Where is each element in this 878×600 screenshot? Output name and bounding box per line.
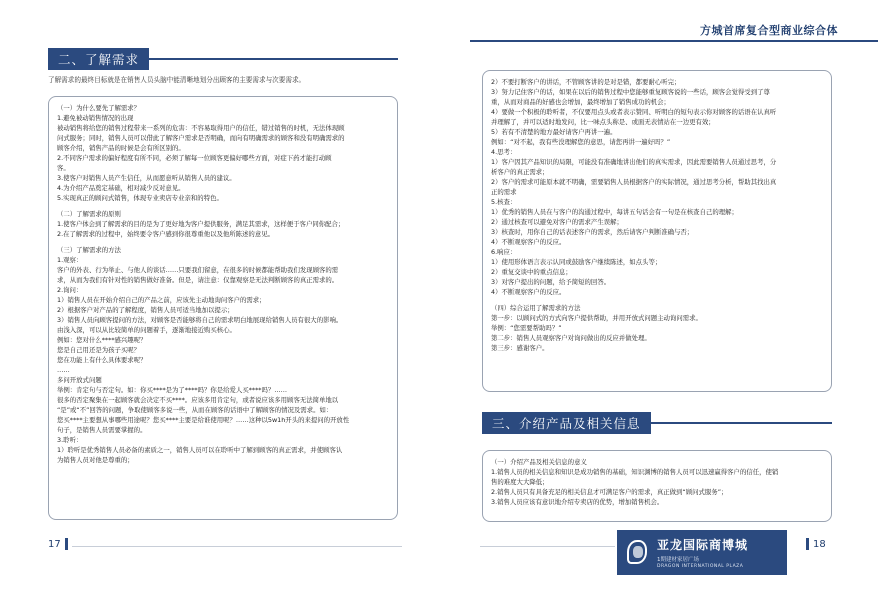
text-line: 被动销售将给您的销售过程带来一系列的危害：不容易取得用户的信任，错过销售的时机，无法体现顾 [57, 124, 345, 132]
top-rule [0, 0, 878, 6]
text-line: （一）为什么要先了解需求？ [57, 104, 141, 112]
text-line: 5.核查： [491, 198, 517, 206]
text-line: 客。 [57, 164, 70, 172]
text-line: 1）优秀的销售人员在与客户的沟通过程中，每讲五句话会有一句是在核查自己的理解； [491, 208, 738, 216]
text-line: 为销售人员对他是尊重的； [57, 456, 134, 464]
text-line: 很多的否定聚集在一起顾客就会决定不买****。应该多用肯定句，或者说应该多用顾客无法简单地以 [57, 396, 339, 404]
text-line: 您买****主要想从事哪些用途呢？您买****主要是给谁使用呢？……这种以5w1h开头的来提问的开放性 [57, 416, 350, 424]
product-content-box [482, 450, 832, 522]
text-line: 举例：肯定句与否定句。如：你买****是为了****吗？你是给爱人买****吗？…… [57, 386, 288, 394]
footer-rule-right [480, 546, 615, 547]
text-line: 4.思考： [491, 148, 517, 156]
text-line: 5.实现真正的顾问式销售，体现专业卖店专业亲和的特色。 [57, 194, 223, 202]
text-line: 正的需求 [491, 188, 517, 196]
text-line: 2.不同客户需求的偏好程度有所不同，必须了解每一位顾客更偏好哪些方面，对症下药才能打动顾 [57, 154, 332, 162]
page-number-right [806, 538, 826, 550]
text-line: 举例：“您需要帮助吗？” [491, 324, 562, 332]
text-line: “是”或“不”回答的问题，争取使顾客多说一些，从而在顾客的话语中了解顾客的情况及需求。如： [57, 406, 333, 414]
text-line: 2.在了解需求的过程中，始终要令客户感到你很尊重他以及他所陈述的意见。 [57, 230, 274, 238]
text-line: 1）客户因其产品知识的局限，可能没有准确地讲出他们的真实需求，因此需要销售人员通过思考，分 [491, 158, 777, 166]
text-line: （二）了解需求的原则 [57, 210, 121, 218]
section-rule [651, 422, 832, 424]
needs-content-box-left [48, 96, 398, 520]
section-title: 二、了解需求 [48, 48, 149, 70]
text-line: 2.询问： [57, 286, 83, 294]
section-title: 三、介绍产品及相关信息 [482, 412, 651, 434]
text-line: 求，从而为我们有针对性的销售做好准备。但是，请注意：仅靠观察是无法判断顾客的真正需求的。 [57, 276, 339, 284]
page-number-left [48, 538, 68, 550]
text-line: 3）核查时，用你自己的话表述客户的需求，然后请客户判断准确与否； [491, 228, 694, 236]
text-line: 1.销售人员的相关信息和知识是成功销售的基础，知识渊博的销售人员可以迅速赢得客户的信任，使销 [491, 468, 779, 476]
footer-rule-left [72, 546, 402, 547]
logo-english: DRAGON INTERNATIONAL PLAZA [657, 564, 744, 569]
page-number-text: 18 [813, 538, 826, 550]
text-line: （一）介绍产品及相关信息的意义 [491, 458, 587, 466]
section-heading-product [482, 412, 832, 434]
text-line: 多问开放式问题 [57, 376, 102, 384]
text-line: 1）使用形体语言表示认同或鼓励客户继续陈述，如点头等； [491, 258, 662, 266]
text-line: 2）不要打断客户的讲话，不管顾客讲的是对是错，都要耐心听完； [491, 78, 681, 86]
logo-name: 亚龙国际商博城 [657, 538, 749, 552]
dragon-logo-icon [625, 538, 651, 568]
text-line: 并理解了，并可以适时地发问，比一味点头称是、或面无表情站在一边更有效； [491, 118, 715, 126]
text-line: 4）要做一个积极的聆听者，不仅要用点头或者表示赞同、听明白的短句表示你对顾客的话语在认真听 [491, 108, 777, 116]
text-line: 2.销售人员只有具备充足的相关信息才可满足客户的需求，真正做到“顾问式服务”； [491, 488, 728, 496]
text-line: 3.使客户对销售人员产生信任，从而愿意听从销售人员的建议。 [57, 174, 236, 182]
text-line: 例如：“对不起，我有些没理解您的意思，请您再讲一遍好吗？” [491, 138, 671, 146]
text-line: 1）销售人员在开始介绍自己的产品之前，应该先主动地询问客户的需求； [57, 296, 266, 304]
text-line: 重，从而对商品的好感也会增加，最终增加了销售成功的机会； [491, 98, 670, 106]
text-line: 5）若有不清楚的地方最好请客户再讲一遍。 [491, 128, 617, 136]
text-line: 析客户的真正需求； [491, 168, 549, 176]
text-line: 3）努力记住客户的话，如果在以后的销售过程中您能够重复顾客说的一些话，顾客会觉得受到了尊 [491, 88, 770, 96]
text-line: （三）了解需求的方法 [57, 246, 121, 254]
text-line: 1.使客户体会到了解需求的目的是为了更好地为客户提供服务，满足其需求，这样便于客户同你配合； [57, 220, 345, 228]
page-number-tick [806, 538, 809, 550]
text-line: 第二步：销售人员观察客户对询问做出的反应并做处理。 [491, 334, 651, 342]
text-line: 3）对客户提出的问题，给予简短的回答。 [491, 278, 611, 286]
text-line: 由浅入深，可以从比较简单的问题着手，逐渐地接近购买核心。 [57, 326, 236, 334]
text-line: 3.销售人员应该有意识地介绍专卖店的优势，增加销售机会。 [491, 498, 664, 506]
text-line: 例如：您对什么****感兴趣呢？ [57, 336, 147, 344]
brand-title: 方城首席复合型商业综合体 [700, 24, 838, 37]
page-number-text: 17 [48, 538, 61, 550]
section-rule [149, 58, 398, 60]
text-line: 第一步：以顾问式的方式向客户提供帮助，并用开放式问题主动询问需求。 [491, 314, 702, 322]
text-line: 2）根据客户对产品的了解程度，销售人员可适当地加以提示； [57, 306, 234, 314]
text-line: 4.为介绍产品奠定基础，相对减少反对意见。 [57, 184, 185, 192]
text-line: 第三步：感谢客户。 [491, 344, 549, 352]
text-line: 句子，是销售人员需要掌握的。 [57, 426, 147, 434]
intro-text: 了解需求的最终目标就是在销售人员头脑中能清晰地划分出顾客的主要需求与次要需求。 [48, 76, 306, 84]
text-line: 4）不断观察客户的反应。 [491, 238, 566, 246]
section-heading-needs [48, 48, 398, 70]
brand-logo [617, 530, 787, 575]
needs-content-box-right [482, 70, 832, 392]
text-line: 2）重复交谈中的重点信息； [491, 268, 572, 276]
text-line: 您是自己用还是为孩子买呢？ [57, 346, 141, 354]
text-line: 1.避免被动销售情况的出现 [57, 114, 134, 122]
text-line: 1）聆听是优秀销售人员必备的素质之一，销售人员可以在聆听中了解到顾客的真正需求，并使顾客认 [57, 446, 343, 454]
text-line: 您在功能上有什么具体要求呢？ [57, 356, 147, 364]
page-number-tick [65, 538, 68, 550]
text-line: 问式服务；同时，销售人员可以借此了解客户需求是否明确，而向有明确需求的顾客和没有明确需求的 [57, 134, 345, 142]
text-line: 2）通过核查可以避免对客户的需求产生误解； [491, 218, 623, 226]
logo-subtitle: 1期建材家居广场 [657, 557, 699, 563]
text-line: 6.响应： [491, 248, 517, 256]
text-line: 售的难度大大降低； [491, 478, 549, 486]
text-line: …… [57, 366, 70, 374]
text-line: 3.聆听： [57, 436, 83, 444]
text-line: 2）客户的需求可能原本就不明确，需要销售人员根据客户的实际情况，通过思考分析，帮助其找出真 [491, 178, 777, 186]
text-line: 4）不断观察客户的反应。 [491, 288, 566, 296]
text-line: 1.观察： [57, 256, 83, 264]
text-line: 客户的外表、行为举止、与他人的谈话……只要我们留意，在很多的时候都能帮助我们发现顾客的需 [57, 266, 339, 274]
text-line: 顾客介绍，销售产品的时候是会有所区别的。 [57, 144, 185, 152]
text-line: （四）综合运用了解需求的方法 [491, 304, 581, 312]
header-divider [470, 40, 878, 42]
text-line: 3）销售人员向顾客提问的方法，对顾客是否能够将自己的需求明白地展现给销售人员有很大的影响。 [57, 316, 343, 324]
